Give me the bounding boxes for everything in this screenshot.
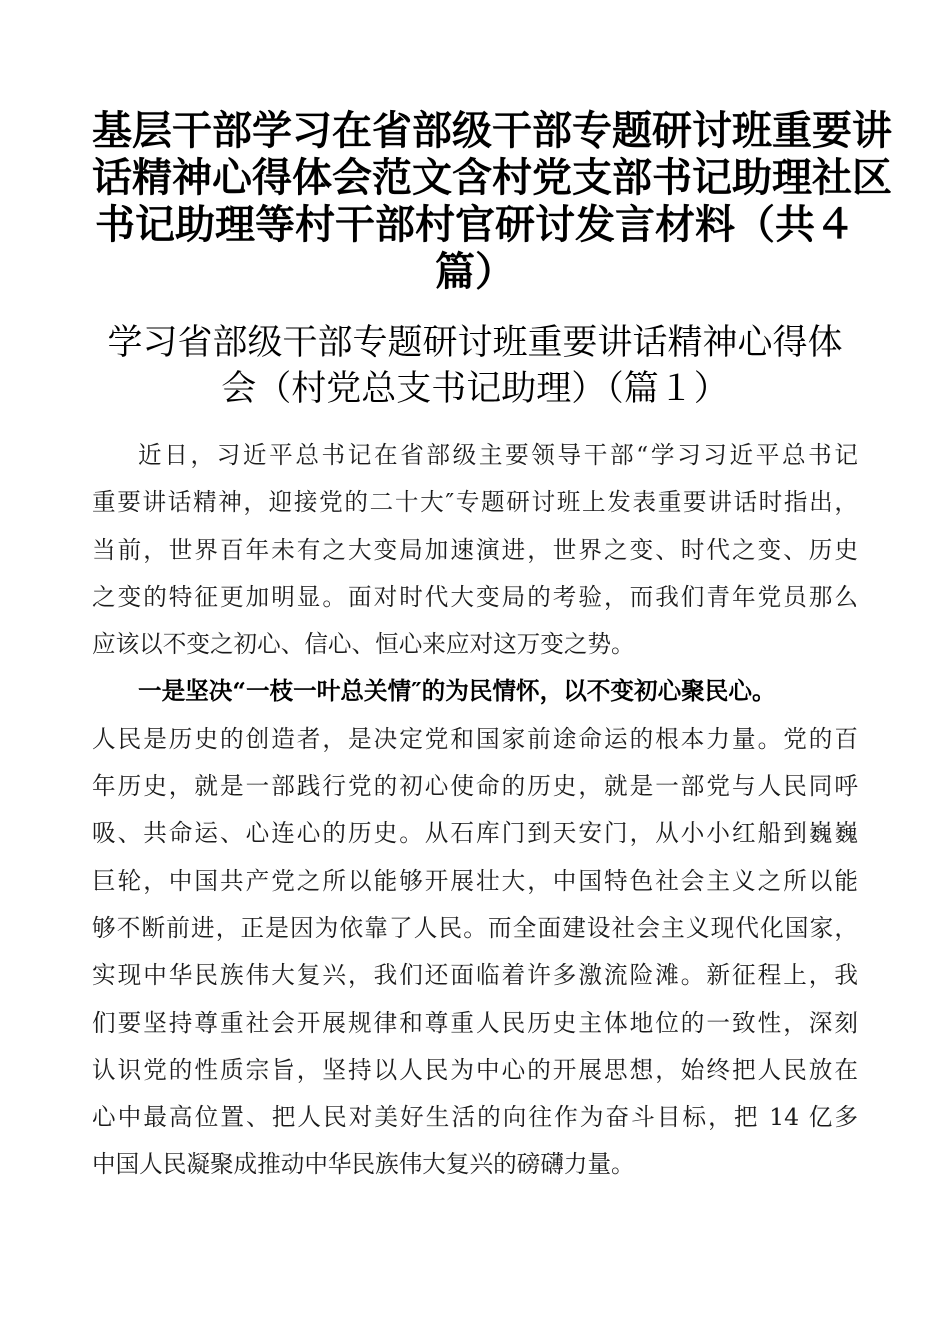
paragraph-line: 心中最高位置、把人民对美好生活的向往作为奋斗目标，把 14 亿多 xyxy=(92,1103,858,1132)
paragraph-line: 之变的特征更加明显。面对时代大变局的考验，而我们青年党员那么 xyxy=(92,582,858,611)
paragraph-line: 应该以不变之初心、信心、恒心来应对这万变之势。 xyxy=(92,630,635,659)
paragraph-line: 中国人民凝聚成推动中华民族伟大复兴的磅礴力量。 xyxy=(92,1150,635,1179)
paragraph-2 xyxy=(92,668,858,1188)
section-title xyxy=(92,320,858,412)
paragraph-line: 够不断前进，正是因为依靠了人民。而全面建设社会主义现代化国家， xyxy=(92,913,858,942)
body-text xyxy=(92,432,858,1189)
section-title-line: 学习省部级干部专题研讨班重要讲话精神心得体 xyxy=(107,323,843,363)
paragraph-line: 巨轮，中国共产党之所以能够开展壮大，中国特色社会主义之所以能 xyxy=(92,866,858,895)
section-title-line: 会（村党总支书记助理）（篇１） xyxy=(221,369,729,409)
main-title-line: 篇） xyxy=(435,249,515,295)
main-title xyxy=(92,108,892,296)
paragraph-line: 认识党的性质宗旨，坚持以人民为中心的开展思想，始终把人民放在 xyxy=(92,1055,858,1084)
paragraph-line: 实现中华民族伟大复兴，我们还面临着许多激流险滩。新征程上，我 xyxy=(92,961,858,990)
main-title-line: 话精神心得体会范文含村党支部书记助理社区 xyxy=(92,155,892,201)
paragraph-line: 吸、共命运、心连心的历史。从石库门到天安门，从小小红船到巍巍 xyxy=(92,819,858,848)
paragraph-line: 人民是历史的创造者，是决定党和国家前途命运的根本力量。党的百 xyxy=(92,724,858,753)
main-title-line: 书记助理等村干部村官研讨发言材料（共４ xyxy=(95,202,855,248)
main-title-line: 基层干部学习在省部级干部专题研讨班重要讲 xyxy=(92,108,892,154)
paragraph-line: 重要讲话精神，迎接党的二十大″专题研讨班上发表重要讲话时指出， xyxy=(92,488,858,517)
paragraph-line: 当前，世界百年未有之大变局加速演进，世界之变、时代之变、历史 xyxy=(92,535,858,564)
paragraph-1 xyxy=(92,432,858,668)
paragraph-line: 们要坚持尊重社会开展规律和尊重人民历史主体地位的一致性，深刻 xyxy=(92,1008,858,1037)
paragraph-lead: 一是坚决“一枝一叶总关情″的为民情怀，以不变初心聚民心。 xyxy=(138,677,776,706)
paragraph-line: 年历史，就是一部践行党的初心使命的历史，就是一部党与人民同呼 xyxy=(92,772,858,801)
paragraph-line: 近日，习近平总书记在省部级主要领导干部“学习习近平总书记 xyxy=(138,441,858,469)
